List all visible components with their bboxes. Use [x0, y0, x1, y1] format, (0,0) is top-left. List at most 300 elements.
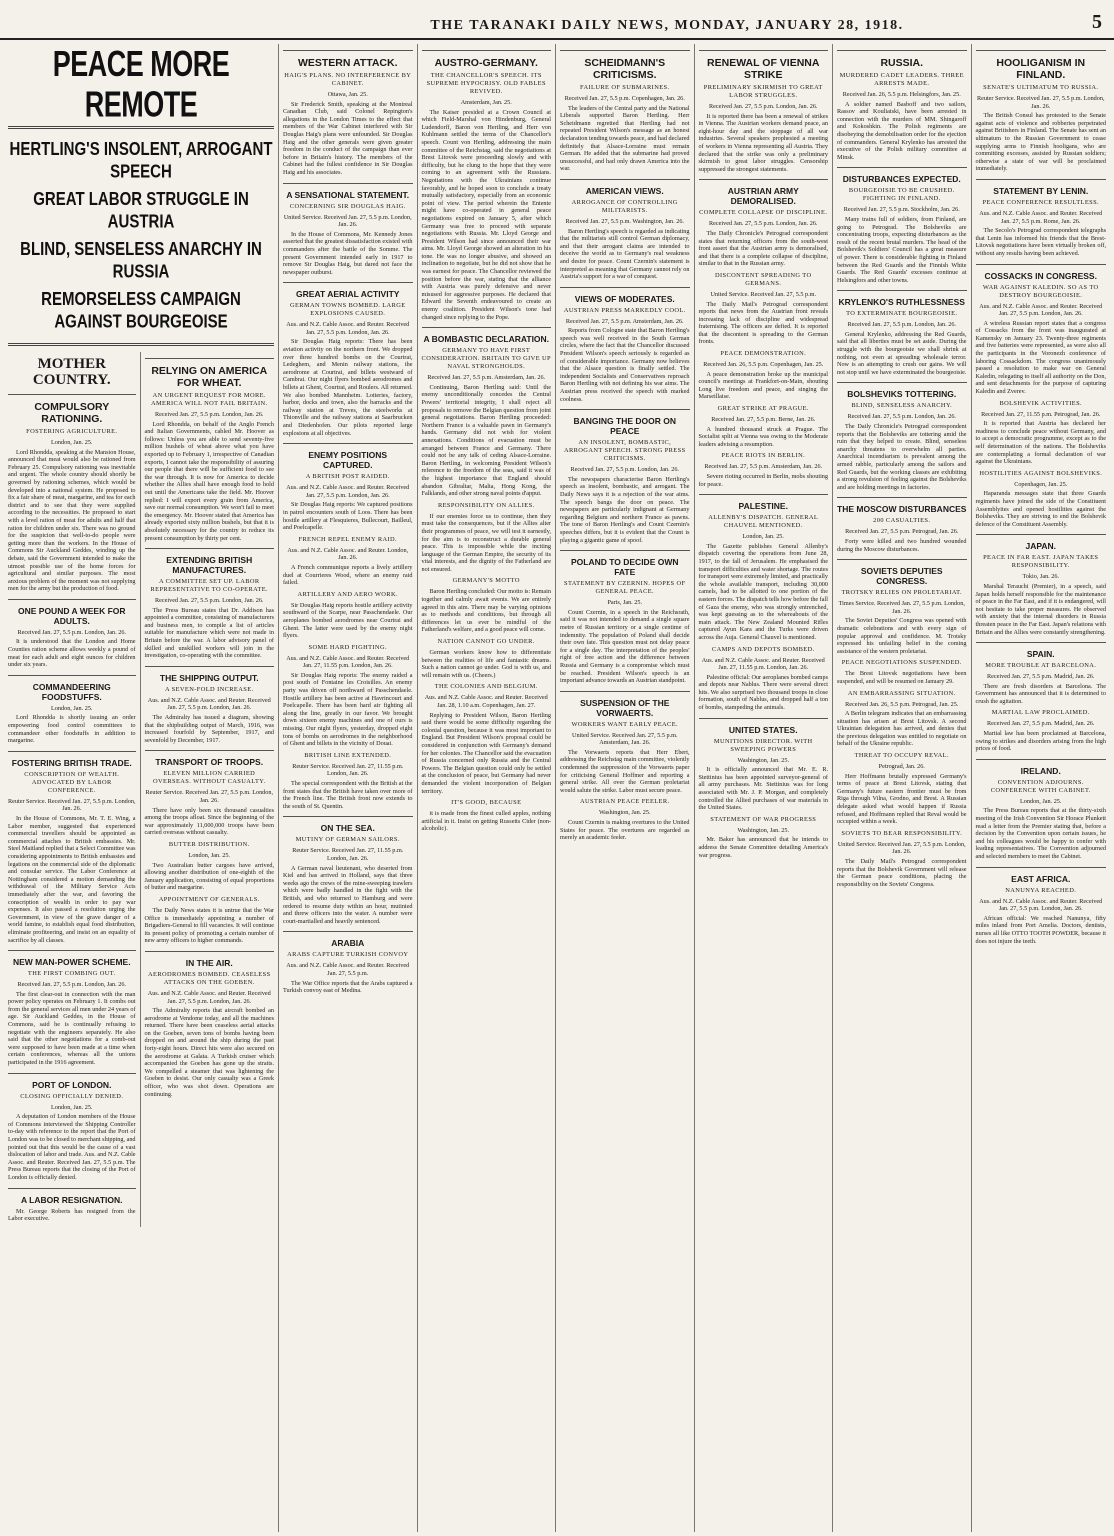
- story-headline: SOVIETS DEPUTIES CONGRESS.: [860, 566, 943, 587]
- story-subhead: AN URGENT REQUEST FOR MORE. AMERICA WILL NOT FAIL BRITAIN.: [150, 392, 268, 407]
- story-body: Mr. George Roberts has resigned from the Labor executive.: [8, 1207, 136, 1223]
- story-body: If our enemies force us to continue, then they must take the consequences, but if the Allies alter their programmes of peace, we will test it earnestly, for the aim is to reconstruct a durable general peace. This is impossible while the inciting language of the German Empire, the security of its vital interests, and the dignity of the Fatherland are not ensured.: [421, 512, 551, 573]
- news-story: [837, 50, 967, 161]
- column-1a: [8, 352, 141, 1227]
- news-story: [976, 50, 1107, 173]
- story-subhead: SOVIETS TO BEAR RESPONSIBILITY.: [841, 829, 963, 837]
- story-subhead: CONVENTION ADJOURNS. CONFERENCE WITH CABINET.: [990, 778, 1091, 794]
- story-dateline: Washington, Jan. 25.: [737, 826, 790, 834]
- story-body: It is understood that the London and Home Counties ration scheme allows weekly a pound of meat for each adult and eight ounces for children under six years.: [8, 638, 136, 669]
- story-subhead: BRITISH LINE EXTENDED.: [304, 751, 392, 759]
- story-headline: THE MOSCOW DISTURBANCES: [837, 504, 967, 515]
- story-headline: SCHEIDMANN'S CRITICISMS.: [584, 57, 666, 81]
- story-headline: NEW MAN-POWER SCHEME.: [12, 957, 131, 968]
- story-dateline: Aus. and N.Z. Cable Assoc. and Reuter. Received Jan. 27, 5.5 p.m. Rome, Jan. 26.: [979, 209, 1103, 225]
- story-dateline: Petrograd, Jan. 26.: [878, 763, 925, 771]
- news-story: [145, 548, 274, 660]
- story-headline: UNITED STATES.: [728, 724, 798, 735]
- news-story: [422, 638, 552, 679]
- story-dateline: Received Jan. 27, 5.5 p.m. London, Jan. 26.: [709, 220, 818, 228]
- story-dateline: Received Jan. 27, 5.5 p.m. Madrid, Jan. 26.: [987, 720, 1095, 728]
- story-dateline: Aus. and N.Z. Cable Assoc. and Reuter. London, Jan. 26.: [287, 546, 409, 562]
- story-subhead: WAR AGAINST KALEDIN. SO AS TO DESTROY BOURGEOISIE.: [982, 283, 1099, 299]
- story-headline: ARABIA: [331, 938, 365, 949]
- story-subhead: GERMAN TOWNS BOMBED. LARGE EXPLOSIONS CAUSED.: [289, 302, 406, 318]
- story-dateline: Received Jan. 27, 5.5 p.m. London, Jan. 26.: [17, 628, 126, 636]
- news-story: [699, 272, 829, 346]
- story-subhead: TO EXTERMINATE BOURGEOISIE.: [846, 310, 958, 318]
- story-subhead: GREAT STRIKE AT PRAGUE.: [717, 405, 809, 413]
- story-headline: THE SHIPPING OUTPUT.: [159, 672, 259, 683]
- news-story: [837, 659, 967, 685]
- story-body: It is reported there has been a renewal of strikes in Vienna. The Austrian workers demand peace, an eight-hour day and the stoppage of all war industries. Several speakers prophesied a meeting of workers in Vienna representing all Austria. They declared that the strike was only a preliminary skirmish to great labor struggles. Censorship suppressed the strongest statements.: [698, 112, 828, 173]
- story-body: Herr Hoffmann brutally expressed Germany's terms of peace at Brest Litovsk, stating that Germany's future eastern frontier must be from Riga through Vilna, Grodno, and Brest. A Russian delegate asked what would happen if Russia refused, and Hoffmann replied that Reval would be occupied within a week.: [837, 772, 967, 826]
- story-body: Replying to President Wilson, Baron Hertling said there would be some difficulty regarding the colonial question, because it was most important to England. But President Wilson's proposal could be considered in conjunction with Germany's demand for her colonies. The Chancellor said the evacuation of Russia concerned only Russia and the Central Powers. The Belgian question could only be settled at the conclusion of peace, but Germany had never demanded the violent incorporation of Belgian territory.: [421, 711, 551, 795]
- story-subhead: THE COLONIES AND BELGIUM.: [434, 683, 538, 691]
- story-headline: COMMANDEERING FOODSTUFFS.: [32, 681, 111, 702]
- lead-subhead-2: GREAT LABOR STRUGGLE IN AUSTRIA: [33, 188, 249, 233]
- story-body: It is officially announced that Mr. E. R. Stettinius has been appointed surveyor-general of all army purchases. Mr. Stettinius was for long associated with Mr. J. P. Morgan, and completely controlled the Allied purchases of war materials in the United States.: [698, 766, 828, 812]
- news-story: [699, 452, 829, 488]
- story-subhead: GERMANY TO HAVE FIRST CONSIDERATION. BRITAIN TO GIVE UP NAVAL STRONGHOLDS.: [421, 347, 551, 371]
- story-subhead: ELEVEN MILLION CARRIED OVERSEAS. WITHOUT CASUALTY.: [153, 770, 266, 786]
- story-subhead: IT'S GOOD, BECAUSE: [451, 799, 522, 807]
- story-subhead: PEACE RIOTS IN BERLIN.: [721, 452, 806, 460]
- story-body: The British Consul has protested to the Senate against acts of violence and robberies perpetrated against Britishers in Finland. The Senate has sent an ultimatum to the Russian Government to cease supplying arms to Finnish hooligans, who are committing excesses, assisted by Russian soldiers; otherwise a state of war will be proclaimed immediately.: [975, 112, 1106, 173]
- story-dateline: London, Jan. 25.: [51, 704, 93, 712]
- story-body: The Kaiser presided at a Crown Council at which Field-Marshal von Hindenburg, General Ludendorff, Baron von Hertling, and Herr von Kuhlmann settled the terms of the Chancellor's speech. Count von Hertling, addressing the main committee of the Reichstag, said the negotiations at Brest Litovsk were proceeding slowly and with difficulty, but he clung to the hope that they were coming to an agreement with the Russians. Negotiations with the Ukrainians continue favorably, and he hoped soon to conclude a treaty mutually satisfactory, especially from an economic point of view. The period wherein the Entente might have co-operated in general peace negotiations expired on January 5, after which Germany was free to proceed with separate negotiations with Russia. Mr. Lloyd George and President Wilson had since announced their war aims. Mr. Lloyd George showed an alteration in his tone. He was no longer abusive, and showed an inclination to negotiate, but he did not show that he was earnest for peace. The Chancellor reviewed the position before the war, stating that the alliance with Austria was purely defensive and never misused for aggressive purposes. He declared that Edward the Seventh endeavoured to create an enemy coalition. President Wilson's tone had changed since replying to the Pope.: [421, 108, 551, 321]
- story-subhead: MORE TROUBLE AT BARCELONA.: [985, 662, 1097, 670]
- story-headline: AUSTRIAN ARMY DEMORALISED.: [727, 186, 799, 207]
- story-body: Count Czernin is making overtures to the United States for peace. The overtures are regarded as merely an academic feeler.: [560, 819, 690, 842]
- newspaper-columns: [4, 44, 1110, 1532]
- news-story: [699, 405, 829, 448]
- story-body: Reports from Cologne state that Baron Hertling's speech was well received in the South German circles, where the fact that the Chancellor discussed President Wilson's speech seriously is regarded as of considerable importance. Germany now believes that the Alsace question is finally settled. The independent Socialists and Conservatives reproach Baron Hertling with not defining his war aims. The Austrian press received the speech with marked coolness.: [560, 327, 690, 403]
- lead-headline: PEACE MORE REMOTE: [52, 44, 230, 125]
- news-story: [283, 644, 413, 748]
- news-story: [8, 1073, 136, 1182]
- story-body: Haparanda messages state that three Guards regiments have joined the side of the Constituent Assemblyites and opened hostilities against the Bolsheviks. They are striving to end the Bolshevik defence of the Constituent Assembly.: [975, 490, 1106, 528]
- column-1b: [141, 352, 274, 1227]
- story-subhead: ARROGANCE OF CONTROLLING MILITARISTS.: [571, 198, 678, 214]
- news-story: [283, 752, 413, 811]
- story-headline: VIEWS OF MODERATES.: [574, 293, 675, 304]
- story-body: There have only been six thousand casualties among the troops afloat. Since the beginning of the war approximately 11,000,000 troops have been carried overseas without casualty.: [144, 806, 274, 837]
- story-dateline: United Service. Received Jan. 27, 5.5 p.m. Amsterdam, Jan. 26.: [571, 731, 678, 747]
- story-subhead: CONCERNING SIR DOUGLAS HAIG.: [289, 202, 406, 210]
- story-dateline: Washington, Jan. 25.: [598, 809, 651, 817]
- news-story: [8, 599, 136, 669]
- news-story: [145, 750, 274, 837]
- story-body: A German naval lieutenant, who deserted from Kiel and has arrived in Holland, says that three weeks ago the crews of the mine-sweeping trawlers which were badly handled in the fight with the British, and who returned to Hamburg and were ordered to resume duty within an hour, mutinied and threw officers into the water. A number were court-martialled and heavily sentenced.: [283, 864, 413, 925]
- story-body: A wireless Russian report states that a congress of Cossacks from the front was inaugurated at Kamensky on January 23. Twenty-three regiments and five batteries were represented, as were also all the participants in the Voronezh conference of laboring Cossackdom. The congress unanimously passed a resolution to make war on General Kaledin, relegating to itself all authority on the Don, and sent detachments for the purpose of capturing Kaledin and Zverev.: [975, 319, 1106, 396]
- story-body: The newspapers characterise Baron Hertling's speech as insolent, bombastic, and arrogant. The Daily News says it is a rejection of the war aims. The speech bangs the door on peace. The newspapers are particularly indignant at Germany regarding Belgium and northern France as pawns. The tone of Baron Hertling's and Count Czernin's speeches differs, but it is evident that the Count is playing a gigantic game of spoof.: [560, 475, 690, 544]
- story-dateline: Ottawa, Jan. 25.: [327, 91, 368, 98]
- story-dateline: Received Jan. 27, 5.5 p.m. London, Jan. 26.: [847, 321, 956, 329]
- story-dateline: Amsterdam, Jan. 25.: [460, 99, 512, 106]
- story-body: Baron Hertling concluded: Our motto is: Remain together and calmly await events. We are entirely agreed in this aim. There may be varying opinions as to methods and conditions, but through all differences let us ever be mindful of the Fatherland's welfare, and a good peace will come.: [421, 588, 551, 634]
- story-subhead: MUTINY OF GERMAN SAILORS.: [295, 836, 400, 844]
- story-subhead: FOSTERING AGRICULTURE.: [26, 428, 118, 435]
- page-number: 5: [1092, 11, 1102, 33]
- news-story: [560, 179, 690, 281]
- story-dateline: Received Jan. 27, 5.5 p.m. London, Jan. 26.: [570, 466, 679, 474]
- story-body: Lord Rhondda, on behalf of the Anglo French and Italian Governments, cabled Mr. Hoover as follows: Unless you are able to send seventy-five million bushels of wheat above what you have exported up to February 1, irrespective of Canadian exports, I cannot take the responsibility of assuring our people that there will be sufficient food to see the war through. It is now for America to decide whether the Allies shall have enough food to hold out until the Americans take the field. Mr. Hoover replied: I will export every grain from America, save our normal consumption. We won't fail to meet the emergency. Mr. Hoover stated that America has already exported sixty million bushels, but that it is absolutely necessary for the country to reduce its present consumption by thirty per cent.: [144, 420, 274, 542]
- story-headline: EAST AFRICA.: [1011, 873, 1071, 884]
- story-body: General Krylenko, addressing the Red Guards, said that all liberties must be set aside. During the struggle with the bourgeoisie we shall shrink at nothing, not even at spreading wholesale terror. Now is an attempting to crush our gains. We will not stop until we have exterminated the bourgeoisie.: [837, 330, 967, 376]
- story-subhead: CLOSING OFFICIALLY DENIED.: [20, 1092, 124, 1100]
- story-dateline: Received Jan. 27, 5.5 p.m. Petrograd, Jan. 26.: [845, 528, 959, 536]
- story-dateline: Aus. and N.Z. Cable Assoc. and Reuter. Received Jan. 27, 11.55 p.m. London, Jan. 26.: [286, 654, 410, 670]
- news-story: [837, 167, 967, 284]
- story-body: The leaders of the Central party and the National Liberals supported Baron Hertling. Herr Scheidmann regretted that Hertling had not repeated President Wilson's message as an honest declaration tending towards peace, and had declared definitely that Alsace-Lorraine must remain German. He added that the submarine had proved unsuccessful, and had only drawn America into the war.: [560, 104, 690, 173]
- news-story: [976, 400, 1107, 466]
- news-story: [976, 264, 1107, 396]
- story-subhead: COMPLETE COLLAPSE OF DISCIPLINE.: [699, 209, 828, 217]
- story-body: Lord Rhondda is shortly issuing an order empowering food control committees to commandeer other foodstuffs in addition to margarine.: [8, 714, 136, 745]
- story-dateline: Aus. and N.Z. Cable Assoc. and Reuter. Received Jan. 27, 5.5 p.m. London, Jan. 26.: [286, 484, 410, 499]
- story-headline: HOOLIGANISM IN FINLAND.: [996, 57, 1086, 81]
- news-story: [422, 799, 552, 833]
- story-body: Sir Douglas Haig reports hostile artillery activity southward of the Scarpe, near Passchendaele. Our aeroplanes bombed aerodromes near Courtrai and Ghent. The latter were used by the enemy night flyers.: [283, 601, 413, 640]
- story-body: Martial law has been proclaimed at Barcelona, owing to strikes and disorders arising from the high prices of food.: [975, 730, 1106, 753]
- story-dateline: Reuter Service. Received Jan. 27, 5.5 p.m. London, Jan. 26.: [977, 95, 1105, 110]
- story-dateline: London, Jan. 25.: [188, 851, 230, 859]
- news-story: [699, 816, 829, 859]
- story-headline: ENEMY POSITIONS CAPTURED.: [308, 450, 388, 471]
- news-story: [560, 287, 690, 404]
- story-headline: RUSSIA.: [880, 57, 924, 69]
- story-dateline: Aus. and N.Z. Cable Assoc. and Reuter. Received Jan. 27, 5.5 p.m. London, Jan. 26.: [147, 989, 271, 1005]
- story-dateline: Received Jan. 27, 5.5 p.m. Washington, Jan. 26.: [565, 217, 684, 225]
- story-subhead: ARABS CAPTURE TURKISH CONVOY: [287, 951, 409, 959]
- story-subhead: BLIND, SENSELESS ANARCHY.: [851, 402, 953, 410]
- story-subhead: SOME HARD FIGHTING.: [308, 643, 387, 651]
- story-body: In the House of Commons, Mr. T. E. Wing, a Labor member, suggested that experienced commercial travellers should be appointed as commercial attaches to British embassies. Mr. Steel Maitland replied that a Select Committee was considering appointments to British embassies and legations on the commercial side of the diplomatic and consular service. The Labor Conference at Nottingham considered a motion demanding the withdrawal of the Military Service Acts immediately after the war, and favoring the conscription of wealth in order to pay war expenses. It also passed a resolution urging the Government, in view of the grave danger of a world famine, to establish equal food distribution, eliminate profiteering, and insist on an equality of sacrifice by all classes.: [8, 815, 136, 944]
- news-story: [976, 534, 1107, 636]
- story-subhead: PEACE DEMONSTRATION.: [720, 350, 807, 358]
- story-body: A Berlin telegram indicates that an embarrassing situation has arisen at Brest Litovsk. A second Ukrainian delegation has arrived, and denies that the previous delegation was entitled to negotiate on behalf of the Ukraine republic.: [837, 710, 967, 748]
- column-5: [695, 44, 834, 1532]
- story-headline: IN THE AIR.: [185, 957, 233, 968]
- news-story: [145, 896, 274, 945]
- news-story: [145, 951, 274, 1098]
- story-body: Continuing, Baron Hertling said: Until the enemy unconditionally concedes the Central Powers' territorial integrity, I shall reject all proposals to remove the Belgian question from joint general negotiations. Baron Hertling proceeded: Northern France is a valuable pawn in Germany's hands. Germany did not wish for violent annexations. Conditions of evacuation must be arranged between France and Germany. There could not be any talk of ceding Alsace-Lorraine. Baron Hertling, in welcoming President Wilson's reference to the freedom of the seas, said it was of the highest importance that England should abandon Gibraltar, Malta, Hong Kong, the Falklands, and other strong naval points d'appui.: [421, 383, 551, 498]
- story-subhead: SENATE'S ULTIMATUM TO RUSSIA.: [983, 84, 1099, 91]
- story-body: The War Office reports that the Arabs captured a Turkish convoy east of Medina.: [283, 979, 413, 995]
- news-story: [976, 470, 1107, 529]
- news-story: [8, 675, 136, 745]
- story-body: The first clear-out in connection with the man power policy operates on February 1. It combs out from the general services all men under 24 years of age. Sir Auckland Geddes, in the House of Commons, said he is continually refusing to negotiate with the engineers separately. He also said that the other negotiations for a comb-out were supposed to have been made at a time when certain conferences, whereas all the unions participated in the 1916 agreement.: [8, 990, 136, 1067]
- news-story: [699, 179, 829, 268]
- story-subhead: BOLSHEVIK ACTIVITIES.: [999, 399, 1083, 407]
- story-subhead: PEACE CONFERENCE RESULTLESS.: [982, 198, 1100, 206]
- news-story: [8, 751, 136, 944]
- story-body: The Brest Litovsk negotiations have been suspended, and will be resumed on January 29.: [837, 670, 967, 685]
- news-story: [837, 752, 967, 826]
- story-headline: FOSTERING BRITISH TRADE.: [11, 757, 132, 768]
- story-subhead: THREAT TO OCCUPY REVAL.: [854, 752, 949, 760]
- story-body: The Admiralty has issued a diagram, showing that the shipbuilding output of March, 1916, was increased fourfold by September, 1917, and sevenfold by December, 1917.: [144, 714, 274, 744]
- lead-column: [4, 44, 279, 1532]
- story-subhead: DISCONTENT SPREADING TO GERMANS.: [714, 271, 812, 287]
- story-dateline: Paris, Jan. 25.: [607, 599, 643, 607]
- story-body: The Daily Chronicle's Petrograd correspondent states that returning officers from the south-west front assert that the Austrian army is demoralised, and that there is a complete collapse of discipline, similar to that in the Russian army.: [698, 229, 828, 268]
- story-dateline: Received Jan. 27, 5.5 p.m. London, Jan. 26.: [709, 103, 818, 110]
- story-subhead: MURDERED CADET LEADERS. THREE ARRESTS MADE.: [839, 72, 964, 87]
- story-headline: SUSPENSION OF THE VORWAERTS.: [580, 697, 670, 718]
- story-body: A deputation of London members of the House of Commons interviewed the Shipping Controller to-day with reference to the report that the Port of London was to be closed to merchant shipping, and pointed out that this would be the cause of a vast dislocation of labor and trade. Aus. and N.Z. Cable Assoc. and Reuter. Received Jan. 27, 5.5 p.m. The Press Bureau reports that the closing of the Port of London is officially denied.: [8, 1113, 136, 1181]
- story-body: Two Australian butter cargoes have arrived, allowing another distribution of one-eighth of the January application, consisting of equal proportions of butter and margarine.: [144, 861, 274, 892]
- column-2: [279, 44, 418, 1532]
- story-subhead: AUSTRIAN PEACE FEELER.: [579, 798, 670, 806]
- story-headline: KRYLENKO'S RUTHLESSNESS: [838, 297, 965, 308]
- story-body: The Soviet Deputies' Congress was opened with dramatic celebrations and with every sign of popular approval and confidence. M. Trotsky expressed his unfailing belief in the coming assistance of the western proletariat.: [837, 617, 967, 655]
- story-body: The Daily News states it is untrue that the War Office is immediately appointing a number of Brigadiers-General to fill vacancies. It will continue its present policy of promoting a certain number of new army officers to higher commands.: [144, 906, 274, 945]
- news-story: [145, 358, 274, 542]
- story-dateline: Received Jan. 26, 5.5 p.m. Copenhagen, Jan. 25.: [703, 361, 824, 369]
- story-dateline: Reuter Service. Received Jan. 27, 11.55 p.m. London, Jan. 26.: [292, 762, 404, 778]
- story-subhead: THE FIRST COMBING OUT.: [27, 970, 116, 978]
- news-story: [699, 350, 829, 401]
- story-body: The Admiralty reports that aircraft bombed an aerodrome at Vendome today, and all the machines returned. There have been ceaseless aerial attacks on the Goeben, seven tons of bombs having been dropped on and around the ship during the past forty-eight hours. Direct hits were also secured on the aerodrome at Galata. A Turkish cruiser which accompanied the Goeben has gone up the straits. We compelled a steamer that was lightening the Goeben to desist. Our only casualty was a Greek officer, who was shot down. Operations are continuing.: [144, 1007, 274, 1098]
- story-headline: POLAND TO DECIDE OWN FATE: [570, 557, 679, 578]
- news-story: [699, 718, 829, 812]
- story-subhead: A SEVEN-FOLD INCREASE.: [165, 685, 254, 693]
- story-dateline: Aus. and N.Z. Cable Assoc. and Reuter. Received Jan. 27, 5.5 p.m. London, Jan. 26.: [147, 696, 271, 712]
- story-subhead: HOSTILITIES AGAINST BOLSHEVIKS.: [979, 469, 1103, 477]
- story-subhead: PEACE NEGOTIATIONS SUSPENDED.: [841, 659, 962, 667]
- lead-subhead-3: BLIND, SENSELESS ANARCHY IN RUSSIA: [20, 238, 262, 283]
- story-body: The Daily Chronicle's Petrograd correspondent reports that the Bolsheviks are tottering amid the ruin that they helped to create. Blind, senseless anarchy threatens to overwhelm all parties. Anarchical incendiarism is prevalent among the armed rabble, particularly among the sailors and Red Guards, but the working classes are exhibiting a strong revulsion of feeling against the Bolsheviks and are holding meetings in factories.: [837, 423, 967, 491]
- story-dateline: Aus. and N.Z. Cable Assoc. and Reuter. Received Jan. 27, 11.55 p.m. London, Jan. 26.: [701, 656, 825, 672]
- news-story: [560, 798, 690, 841]
- news-story: [422, 577, 552, 634]
- story-headline: ON THE SEA.: [320, 823, 375, 834]
- story-dateline: Received Jan. 27, 5.5 p.m. Berne, Jan. 26.: [711, 416, 816, 424]
- story-subhead: CONSCRIPTION OF WEALTH. ADVOCATED BY LABOR CONFERENCE.: [24, 770, 120, 794]
- news-story: [560, 50, 690, 173]
- story-dateline: Received Jan. 26, 5.5 p.m. Helsingfors, Jan. 25.: [842, 91, 961, 98]
- story-dateline: Received Jan. 27, 5.5 p.m. Amsterdam, Jan. 26.: [565, 317, 684, 325]
- story-dateline: Aus. and N.Z. Cable Assoc. and Reuter. Received Jan. 27, 5.5 p.m.: [286, 962, 410, 977]
- story-dateline: United Service. Received Jan. 27, 5.5 p.m.: [710, 290, 816, 298]
- story-dateline: United Service. Received Jan. 27, 5.5 p.m. London, Jan. 26.: [283, 213, 412, 229]
- story-body: The Secolo's Petrograd correspondent telegraphs that Lenin has informed his friends that the Brest-Litovsk negotiations have been virtually broken off, without any results having been achieved.: [975, 227, 1106, 257]
- story-headline: TRANSPORT OF TROOPS.: [155, 757, 264, 768]
- story-body: The Daily Mail's Petrograd correspondent reports that news from the Austrian front reveals increasing lack of discipline and widespread fraternising. The officers are defied. It is reported that the discontent is spreading to the German fronts.: [698, 300, 828, 346]
- story-headline: RENEWAL OF VIENNA STRIKE: [707, 57, 820, 81]
- news-story: [560, 550, 690, 685]
- story-headline: AMERICAN VIEWS.: [585, 185, 664, 196]
- news-story: [283, 591, 413, 640]
- story-body: Many trains full of soldiers, from Finland, are going to Petrograd. The Bolsheviks are concentrating troops, expecting disturbances as the result of the recent brutal murders. The head of the Bolshevik's Soldiers' Council has a great measure of power. There is considerable fighting in Finland between the Red Guards and the Finnish White Guards. The Red Guards' excesses continue at Helsingfors and other towns.: [837, 215, 967, 284]
- story-subhead: NATION CANNOT GO UNDER.: [437, 638, 535, 646]
- story-subhead: HAIG'S PLANS. NO INTERFERENCE BY CABINET.: [284, 72, 412, 87]
- story-subhead: MUNITIONS DIRECTOR. WITH SWEEPING POWERS: [713, 737, 813, 753]
- story-dateline: Received Jan. 27, 5.5 p.m. London, Jan. 26.: [847, 413, 956, 421]
- story-subhead: CAMPS AND DEPOTS BOMBED.: [711, 645, 815, 653]
- story-subhead: BOURGEOISIE TO BE CRUSHED. FIGHTING IN FINLAND.: [848, 187, 955, 203]
- story-dateline: Tokio, Jan. 26.: [1022, 573, 1060, 581]
- story-body: A hundred thousand struck at Prague. The Socialist split at Vienna was owing to the Moderate leaders advising a resumption.: [698, 425, 828, 448]
- story-dateline: Washington, Jan. 25.: [737, 756, 790, 764]
- story-subhead: FRENCH REPEL ENEMY RAID.: [298, 535, 398, 543]
- news-story: [283, 282, 413, 437]
- news-story: [837, 290, 967, 376]
- story-subhead: AN INSOLENT, BOMBASTIC, ARROGANT SPEECH. STRONG PRESS CRITICISMS.: [563, 439, 686, 463]
- story-headline: PORT OF LONDON.: [32, 1079, 112, 1090]
- column-7: [972, 44, 1111, 1532]
- story-subhead: RESPONSIBILITY ON ALLIES.: [437, 501, 535, 509]
- story-dateline: Received Jan. 27, 5.5 p.m. Amsterdam, Jan. 26.: [704, 463, 823, 471]
- story-subhead: AN EMBARRASSING SITUATION.: [847, 689, 956, 697]
- news-story: [976, 759, 1107, 861]
- story-dateline: United Service. Received Jan. 27, 5.5 p.m. London, Jan. 26.: [837, 840, 966, 856]
- story-subhead: STATEMENT OF WAR PROGRESS: [710, 815, 817, 823]
- story-dateline: Received Jan. 27, 5.5 p.m. Madrid, Jan. 26.: [987, 673, 1095, 681]
- story-subhead: THE CHANCELLOR'S SPEECH. ITS SUPREME HYPOCRISY. OLD FABLES REVIVED.: [426, 72, 546, 95]
- story-headline: RELYING ON AMERICA FOR WHEAT.: [151, 365, 268, 389]
- story-dateline: Received Jan. 26, 5.5 p.m. Petrograd, Jan. 25.: [845, 700, 959, 708]
- story-headline: ONE POUND A WEEK FOR ADULTS.: [18, 605, 126, 626]
- news-story: [8, 394, 136, 593]
- story-subhead: A COMMITTEE SET UP. LABOR REPRESENTATIVE TO CO-OPERATE.: [150, 578, 269, 594]
- story-dateline: Reuter Service. Received Jan. 27, 5.5 p.m. London, Jan. 26.: [145, 789, 274, 804]
- story-headline: SPAIN.: [1026, 649, 1055, 660]
- news-story: [283, 183, 413, 277]
- story-body: Baron Hertling's speech is regarded as indicating that the militarists still control German diplomacy, and that their arrogant claims are intended to deceive the world as to Germany's real weakness and desire for peace. Count Czernin's statement is interpreted as meaning that Germany cannot rely on Austria's support for a war of conquest.: [560, 227, 690, 281]
- story-body: Sir Douglas Haig reports: We captured positions in patrol encounters south of Loos. There has been hostile artillery at Flesquieres, Bullecourt, Bailleul, and Poelcapelle.: [283, 501, 413, 532]
- story-subhead: PRELIMINARY SKIRMISH TO GREAT LABOR STRUGGLES.: [703, 84, 823, 99]
- story-headline: JAPAN.: [1025, 541, 1057, 552]
- story-dateline: London, Jan. 25.: [1020, 797, 1062, 805]
- story-body: A peace demonstration broke up the municipal council's meetings at Frankfort-on-Main, shouting Long live freedom and peace, and singing the Marseillaise.: [698, 370, 828, 401]
- story-dateline: Aus. and N.Z. Cable Assoc. and Reuter. Received Jan. 27, 5.5 p.m. London, Jan. 26.: [979, 897, 1103, 913]
- story-subhead: PEACE IN FAR EAST. JAPAN TAKES RESPONSIBILITY.: [983, 554, 1099, 570]
- story-subhead: GERMANY'S MOTTO: [452, 577, 520, 585]
- news-story: [976, 642, 1107, 705]
- story-subhead: APPOINTMENT OF GENERALS.: [158, 895, 260, 903]
- news-story: [283, 816, 413, 925]
- story-body: There are fresh disorders at Barcelona. The Government has announced that it is determined to crush the agitation.: [975, 682, 1106, 705]
- news-story: [837, 497, 967, 553]
- story-subhead: 200 CASUALTIES.: [873, 517, 931, 525]
- news-story: [837, 382, 967, 491]
- story-body: The Daily Mail's Petrograd correspondent reports that the Bolshevik Government will release the German peace conditions, placing the responsibility on the Soviets' Congress.: [837, 858, 967, 888]
- news-story: [837, 559, 967, 655]
- news-story: [283, 536, 413, 587]
- news-story: [422, 50, 552, 321]
- story-subhead: ALLENBY'S DISPATCH. GENERAL CHAUVEL MENTIONED.: [708, 514, 819, 530]
- story-body: Palestine official: Our aeroplanes bombed camps and depots near Nablus. There were several direct hits. We also surprised two thousand troops in close formation, south of Nablus, and dropped half a ton of bombs, stampeding the animals.: [698, 673, 828, 712]
- news-story: [976, 179, 1107, 258]
- story-subhead: NANUNYA REACHED.: [1005, 886, 1077, 894]
- story-dateline: Received Jan. 27, 5.5 p.m. Copenhagen, Jan. 26.: [564, 95, 685, 102]
- story-dateline: London, Jan. 25.: [51, 439, 93, 446]
- story-dateline: Aus. and N.Z. Cable Assoc. and Reuter. Received Jan. 28, 1.10 a.m. Copenhagen, Jan. 27.: [424, 694, 548, 709]
- news-story: [283, 50, 413, 177]
- story-subhead: FAILURE OF SUBMARINES.: [580, 84, 670, 91]
- story-body: Mr. Baker has announced that he intends to address the Senate Committee detailing America's war progress.: [698, 836, 828, 859]
- story-headline: COSSACKS IN CONGRESS.: [984, 270, 1097, 281]
- story-body: Sir Douglas Haig reports: The enemy raided a post south of Fontaine les Croisilles. An enemy party was driven off northward of Passchendaele. Hostile artillery has been active at Havrincourt and Poelcapelle. There has been hard air fighting all along the line, greatly in our favor. We brought down sixteen enemy machines and one of ours is missing. Our night flyers, yesterday, dropped eight tons of bombs on aerodromes in the neighborhood of Ghent and billets in the vicinity of Douai.: [283, 671, 413, 748]
- story-body: A soldier named Basboff and two sailors, Rassov and Kouliatski, have been arrested in connection with the murders of MM. Shingaroff and Kokoshkin. The Polish regiments are disobeying the demobilisation order for the ejection of commanders. General Krylenko has arrested the executive of the Polish military committee at Minsk.: [837, 100, 967, 161]
- news-story: [8, 1188, 136, 1223]
- story-body: Severe rioting occurred in Berlin, mobs shouting for peace.: [698, 473, 828, 488]
- story-dateline: Received Jan. 27, 5.5 p.m. London, Jan. 26.: [155, 411, 264, 418]
- news-story: [699, 646, 829, 712]
- story-dateline: Reuter Service. Received Jan. 27, 5.5 p.m. London, Jan. 26.: [8, 797, 136, 813]
- story-headline: GREAT AERIAL ACTIVITY: [296, 289, 400, 300]
- story-body: In the House of Commons, Mr. Kennedy Jones asserted that the greatest dissatisfaction existed with commanders after the battle of the Somme. The present Government intended early in 1917 to remove Sir Douglas Haig, but dared not face the newspaper outburst.: [283, 230, 413, 276]
- column-4: [556, 44, 695, 1532]
- story-body: A French communique reports a lively artillery duel at Courrieres Wood, where an enemy raid failed.: [283, 563, 413, 587]
- story-dateline: London, Jan. 25.: [51, 1103, 93, 1111]
- news-story: [145, 666, 274, 745]
- masthead: [0, 0, 1114, 40]
- story-subhead: WORKERS WANT EARLY PEACE.: [571, 720, 679, 728]
- story-dateline: Copenhagen, Jan. 25.: [1014, 480, 1068, 488]
- news-story: [560, 409, 690, 544]
- story-dateline: Reuter Service. Received Jan. 27, 11.55 p.m. London, Jan. 26.: [292, 847, 404, 862]
- news-story: [976, 867, 1107, 946]
- news-story: [283, 443, 413, 532]
- story-headline: A LABOR RESIGNATION.: [21, 1194, 123, 1205]
- story-subhead: TROTSKY RELIES ON PROLETARIAT.: [841, 589, 962, 597]
- story-dateline: Times Service. Received Jan. 27, 5.5 p.m. London, Jan. 26.: [838, 600, 965, 615]
- story-headline: STATEMENT BY LENIN.: [993, 185, 1089, 196]
- news-story: [699, 50, 829, 173]
- story-subhead: BUTTER DISTRIBUTION.: [168, 840, 250, 848]
- story-body: African official: We reached Nanunya, fifty miles inland from Port Amelia. Doctors, dentists, nurses all like OTTO TOOTH POWDER, because it does not injure the teeth.: [975, 914, 1106, 945]
- story-headline: WESTERN ATTACK.: [297, 57, 398, 69]
- story-dateline: London, Jan. 25.: [742, 533, 784, 541]
- story-dateline: Received Jan. 27, 5.5 p.m. London, Jan. 26.: [155, 597, 264, 605]
- column-6: [833, 44, 972, 1532]
- story-body: Sir Douglas Haig reports: There has been aviation activity on the northern front. We dropped over three hundred bombs on the Courtrai, Ledeghem, and Menin railway stations, the aerodrome at Courtrai, and billets westward of Cambrai. Our night flyers bombed aerodromes and billets at Ghent, Courtrai, and Roulers. All returned. We also bombed Mannheim. Lotteries, factory, harbor, docks and town, also the barracks and the railway station at Treves, the steelworks at Thionville and the railway stations at Saarbrucken and Diedenhofen. Our pilots reported large explosions at all objectives.: [283, 338, 413, 437]
- story-body: Marshal Terauchi (Premier), in a speech, said Japan holds herself responsible for the maintenance of peace in the Far East, and if it is endangered, will not hesitate to take proper measures. He observed with anxiety that the internal disorders in Russia threaten peace in the Far East. Japan's relations with Britain and the Allies were constantly strengthening.: [975, 582, 1106, 636]
- story-headline: AUSTRO-GERMANY.: [434, 57, 538, 69]
- story-body: The Press Bureau reports that at the thirty-sixth meeting of the Irish Convention Sir Horace Plunkett read a letter from the Premier stating that, before a decision by the Convention upon certain issues, he and his colleagues would be happy to confer with leading representatives. The Convention adjourned and selected members to meet the Cabinet.: [975, 807, 1106, 860]
- news-story: [560, 691, 690, 795]
- story-dateline: Received Jan. 27, 5.5 p.m. Amsterdam, Jan. 26.: [427, 374, 546, 382]
- story-subhead: AERODROMES BOMBED. CEASELESS ATTACKS ON THE GOEBEN.: [148, 970, 271, 986]
- story-headline: DISTURBANCES EXPECTED.: [842, 174, 961, 185]
- story-dateline: Aus. and N.Z. Cable Assoc. and Reuter. Received Jan. 27, 5.5 p.m. London, Jan. 26.: [979, 302, 1103, 318]
- story-body: The Press Bureau states that Dr. Addison has appointed a committee, consisting of manufacturers and business men, to compile a list of articles suitable for manufacture which were not made in Britain before the war. A labor advisory panel of skilled and unskilled workers will join in the investigation, co-operating with the committee.: [144, 606, 274, 660]
- story-subhead: AUSTRIAN PRESS MARKEDLY COOL.: [563, 306, 686, 314]
- news-story: [699, 494, 829, 641]
- story-headline: BOLSHEVIKS TOTTERING.: [847, 389, 957, 400]
- news-story: [837, 690, 967, 749]
- section-title: MOTHER COUNTRY.: [32, 356, 111, 388]
- story-body: The Gazette publishes General Allenby's dispatch covering the operations from June 28, 1917, to the fall of Jerusalem. He emphasised the transport difficulties and water shortage. The routes for transport were extremely limited, and practically the whole available transport, including 30,000 camels, had to be allotted to one portion of the eastern forces. The dispatch tells how before the fall of Gaza the enemy, who was strongly entrenched, was kept guessing as to the whereabouts of the main attack. The New Zealand Mounted Rifles captured Ayun Kara and the Turks were driven across the Auja. General Chauvel is mentioned.: [698, 542, 828, 641]
- news-story: [422, 502, 552, 574]
- story-body: German workers know how to differentiate between the realities of life and fantastic dreams. Such a nation cannot go under. God is with us, and will remain with us. (Cheers.): [421, 649, 551, 679]
- story-headline: COMPULSORY RATIONING.: [34, 401, 110, 425]
- story-dateline: Received Jan. 27, 11.55 p.m. Petrograd, Jan. 26.: [981, 410, 1101, 418]
- news-story: [837, 830, 967, 889]
- news-story: [422, 327, 552, 498]
- story-body: It is reported that Austria has declared her readiness to conclude peace without Germany, and to accept a democratic programme, except as to the self determination of the nations. The Bolsheviks are contemplating a formal declaration of war against the Ukrainians.: [975, 420, 1106, 466]
- lead-subhead-1: HERTLING'S INSOLENT, ARROGANT SPEECH: [9, 138, 273, 183]
- story-body: it is made from the finest culled apples, nothing artificial in it. Insist on getting Russetts Cider (non-alcoholic).: [421, 810, 551, 833]
- story-body: Count Czernin, in a speech in the Reichsrath, said it was not intended to demand a single square metre of Russian territory or a single centime of indemnity. The population of Poland shall decide their own fate. This question must not delay peace for a single day. The interpretation of the peoples' right of free action and the difference between Russia and Germany is a compromise which must be reached. President Wilson's speech is an important advance towards an Austrian standpoint.: [560, 608, 690, 685]
- news-story: [8, 950, 136, 1067]
- story-headline: EXTENDING BRITISH MANUFACTURES.: [166, 555, 253, 576]
- lead-subhead-4: REMORSELESS CAMPAIGN AGAINST BOURGEOISE: [41, 288, 241, 333]
